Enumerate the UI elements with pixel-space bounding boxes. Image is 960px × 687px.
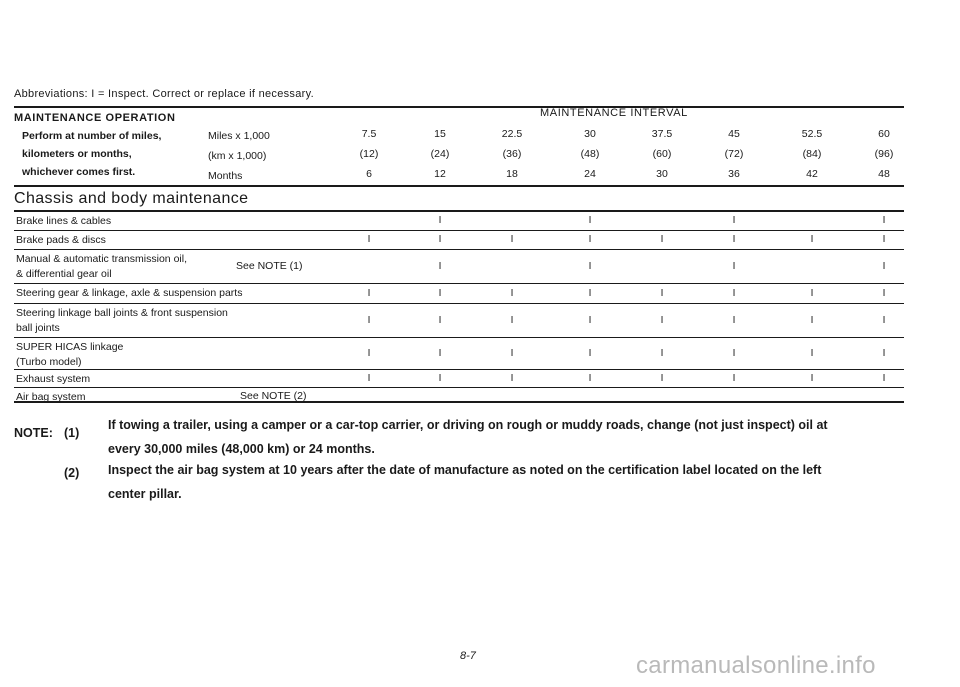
- interval-km-value: (72): [724, 148, 744, 160]
- row-label: Brake lines & cables: [16, 215, 112, 227]
- interval-mark: I: [660, 373, 664, 384]
- interval-months-value: 30: [656, 168, 668, 180]
- row-divider: [14, 283, 904, 284]
- unit-label-km: (km x 1,000): [208, 150, 267, 162]
- interval-mark: I: [810, 315, 814, 326]
- interval-mark: I: [810, 288, 814, 299]
- perform-line: Perform at number of miles,: [22, 130, 162, 142]
- interval-mark: I: [588, 234, 592, 245]
- top-rule: [14, 106, 904, 108]
- row-label: Exhaust system: [16, 373, 91, 385]
- row-label-continued: (Turbo model): [16, 356, 82, 368]
- interval-mark: I: [438, 234, 442, 245]
- interval-months-value: 48: [878, 168, 890, 180]
- interval-mark: I: [732, 261, 736, 272]
- interval-mark: I: [732, 348, 736, 359]
- interval-mark: I: [367, 234, 371, 245]
- interval-km-value: (84): [802, 148, 822, 160]
- interval-mark: I: [438, 288, 442, 299]
- interval-mark: I: [510, 288, 514, 299]
- interval-mark: I: [588, 215, 592, 226]
- interval-mark: I: [660, 348, 664, 359]
- interval-mark: I: [438, 215, 442, 226]
- interval-mark: I: [732, 215, 736, 226]
- page-number: 8-7: [460, 650, 476, 662]
- interval-miles-value: 37.5: [651, 128, 673, 140]
- interval-km-value: (12): [359, 148, 379, 160]
- row-note-reference: See NOTE (1): [236, 260, 303, 272]
- interval-mark: I: [882, 215, 886, 226]
- interval-mark: I: [882, 234, 886, 245]
- interval-mark: I: [510, 373, 514, 384]
- interval-km-value: (60): [652, 148, 672, 160]
- row-divider: [14, 249, 904, 250]
- interval-mark: I: [438, 373, 442, 384]
- row-divider: [14, 303, 904, 304]
- note-prefix: NOTE:: [14, 426, 53, 440]
- row-label: Steering linkage ball joints & front suspension: [16, 307, 228, 319]
- section-title: Chassis and body maintenance: [14, 190, 249, 207]
- interval-mark: I: [882, 261, 886, 272]
- row-label-continued: ball joints: [16, 322, 60, 334]
- interval-months-value: 24: [584, 168, 596, 180]
- interval-months-value: 36: [728, 168, 740, 180]
- interval-km-value: (24): [430, 148, 450, 160]
- interval-mark: I: [810, 348, 814, 359]
- interval-mark: I: [588, 373, 592, 384]
- unit-label-miles: Miles x 1,000: [208, 130, 270, 142]
- maintenance-operation-title: MAINTENANCE OPERATION: [14, 112, 176, 124]
- row-divider: [14, 230, 904, 231]
- note-2-label: (2): [64, 466, 80, 480]
- row-label: Brake pads & discs: [16, 234, 106, 246]
- interval-mark: I: [660, 315, 664, 326]
- header-bottom-rule: [14, 185, 904, 187]
- interval-months-value: 6: [366, 168, 372, 180]
- interval-mark: I: [732, 234, 736, 245]
- row-label: Air bag system: [16, 391, 86, 403]
- interval-mark: I: [588, 315, 592, 326]
- interval-months-value: 42: [806, 168, 818, 180]
- interval-mark: I: [367, 373, 371, 384]
- interval-mark: I: [732, 373, 736, 384]
- row-divider: [14, 387, 904, 388]
- interval-mark: I: [882, 315, 886, 326]
- interval-miles-value: 52.5: [801, 128, 823, 140]
- interval-mark: I: [882, 373, 886, 384]
- interval-mark: I: [438, 348, 442, 359]
- interval-miles-value: 60: [878, 128, 890, 140]
- row-note-reference: See NOTE (2): [240, 390, 307, 402]
- interval-mark: I: [510, 315, 514, 326]
- interval-mark: I: [810, 373, 814, 384]
- interval-km-value: (48): [580, 148, 600, 160]
- interval-mark: I: [588, 288, 592, 299]
- row-label: Steering gear & linkage, axle & suspension parts: [16, 287, 243, 299]
- row-label-continued: & differential gear oil: [16, 268, 112, 280]
- interval-mark: I: [510, 234, 514, 245]
- watermark: carmanualsonline.info: [636, 652, 876, 679]
- note-2-text: Inspect the air bag system at 10 years after the date of manufacture as noted on the certification label located on the left: [108, 463, 822, 477]
- interval-mark: I: [732, 315, 736, 326]
- interval-mark: I: [810, 234, 814, 245]
- interval-miles-value: 22.5: [501, 128, 523, 140]
- note-1-label: (1): [64, 426, 80, 440]
- interval-mark: I: [660, 234, 664, 245]
- interval-mark: I: [367, 315, 371, 326]
- interval-mark: I: [588, 261, 592, 272]
- interval-miles-value: 15: [434, 128, 446, 140]
- note-1-text: If towing a trailer, using a camper or a car-top carrier, or driving on rough or muddy roads, change (not just inspect) oil at: [108, 418, 828, 432]
- abbreviations-legend: Abbreviations: I = Inspect. Correct or replace if necessary.: [14, 88, 314, 100]
- perform-line: kilometers or months,: [22, 148, 132, 160]
- interval-mark: I: [660, 288, 664, 299]
- interval-km-value: (96): [874, 148, 894, 160]
- row-label: Manual & automatic transmission oil,: [16, 253, 187, 265]
- unit-label-months: Months: [208, 170, 243, 182]
- maintenance-interval-title: MAINTENANCE INTERVAL: [540, 107, 688, 119]
- row-divider: [14, 369, 904, 370]
- interval-miles-value: 7.5: [361, 128, 377, 140]
- note-1-text: every 30,000 miles (48,000 km) or 24 months.: [108, 442, 375, 456]
- interval-mark: I: [438, 261, 442, 272]
- interval-mark: I: [882, 288, 886, 299]
- interval-mark: I: [510, 348, 514, 359]
- interval-mark: I: [732, 288, 736, 299]
- section-rule: [14, 210, 904, 212]
- interval-mark: I: [588, 348, 592, 359]
- interval-mark: I: [882, 348, 886, 359]
- interval-months-value: 12: [434, 168, 446, 180]
- interval-mark: I: [367, 288, 371, 299]
- interval-km-value: (36): [502, 148, 522, 160]
- interval-miles-value: 45: [728, 128, 740, 140]
- interval-mark: I: [438, 315, 442, 326]
- interval-mark: I: [367, 348, 371, 359]
- interval-miles-value: 30: [584, 128, 596, 140]
- row-divider: [14, 337, 904, 338]
- row-label: SUPER HICAS linkage: [16, 341, 124, 353]
- note-2-text: center pillar.: [108, 487, 182, 501]
- interval-months-value: 18: [506, 168, 518, 180]
- perform-line: whichever comes first.: [22, 166, 136, 178]
- table-bottom-rule: [14, 401, 904, 403]
